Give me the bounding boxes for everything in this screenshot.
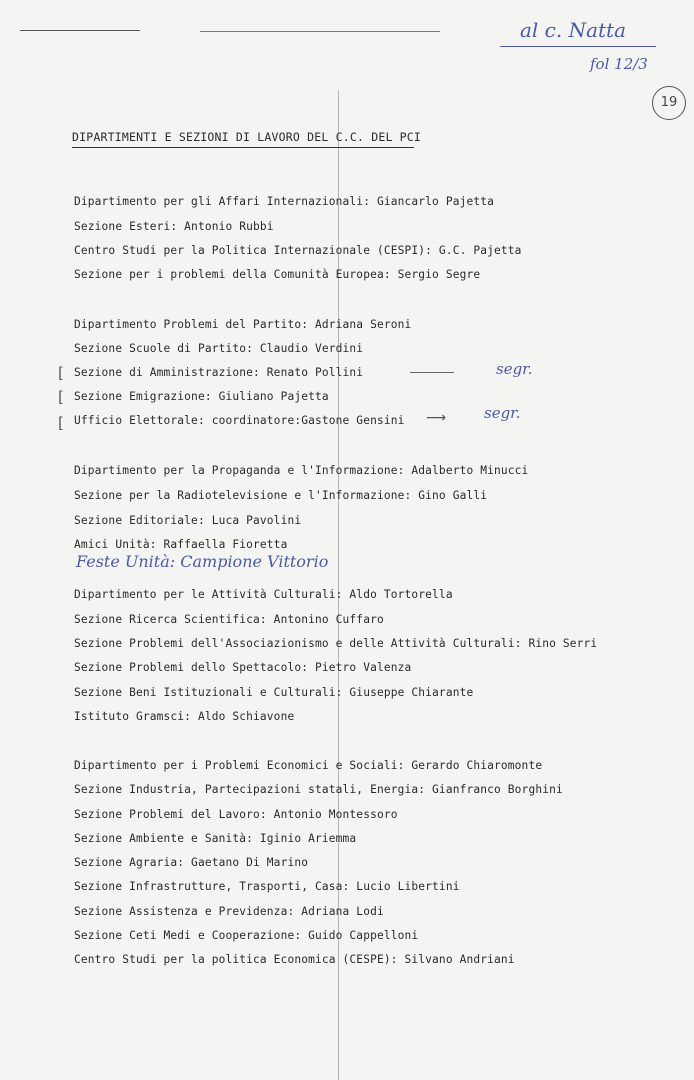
handwritten-segr-note: segr. [496, 360, 533, 378]
title-underline [72, 147, 414, 148]
text-line: Sezione Problemi dello Spettacolo: Pietro Valenza [74, 661, 412, 674]
text-line: Sezione Ambiente e Sanità: Iginio Ariemma [74, 832, 357, 845]
text-line: Sezione Beni Istituzionali e Culturali: Giuseppe Chiarante [74, 686, 474, 699]
text-line: Dipartimento per la Propaganda e l'Informazione: Adalberto Minucci [74, 464, 529, 477]
bracket-mark: [ [58, 364, 64, 382]
handwritten-date-note: fol 12/3 [590, 55, 648, 73]
bracket-mark: [ [58, 388, 64, 406]
text-line: Sezione Problemi dell'Associazionismo e delle Attività Culturali: Rino Serri [74, 637, 598, 650]
arrow-icon: ⟶ [426, 410, 447, 426]
top-rule-left [20, 30, 140, 31]
text-line: Dipartimento per gli Affari Internazionali: Giancarlo Pajetta [74, 195, 495, 208]
text-line: Sezione Ceti Medi e Cooperazione: Guido Cappelloni [74, 929, 419, 942]
text-line: Sezione Ricerca Scientifica: Antonino Cuffaro [74, 613, 384, 626]
text-line: Sezione Emigrazione: Giuliano Pajetta [74, 390, 329, 403]
text-line: Sezione Esteri: Antonio Rubbi [74, 220, 274, 233]
text-line: Sezione Scuole di Partito: Claudio Verdini [74, 342, 364, 355]
text-line: Sezione Industria, Partecipazioni statali, Energia: Gianfranco Borghini [74, 783, 563, 796]
text-line: Dipartimento per i Problemi Economici e Sociali: Gerardo Chiaromonte [74, 759, 543, 772]
text-line: Istituto Gramsci: Aldo Schiavone [74, 710, 295, 723]
text-line: Dipartimento per le Attività Culturali: Aldo Tortorella [74, 588, 453, 601]
top-rule-right [500, 46, 656, 47]
text-line: Sezione Infrastrutture, Trasporti, Casa: Lucio Libertini [74, 880, 460, 893]
text-line: Sezione Agraria: Gaetano Di Marino [74, 856, 309, 869]
handwritten-segr-note: segr. [484, 404, 521, 422]
text-line: Sezione per i problemi della Comunità Europea: Sergio Segre [74, 268, 481, 281]
text-line: Centro Studi per la politica Economica (CESPE): Silvano Andriani [74, 953, 515, 966]
document-title: DIPARTIMENTI E SEZIONI DI LAVORO DEL C.C. DEL PCI [72, 130, 422, 144]
text-line: Dipartimento Problemi del Partito: Adriana Seroni [74, 318, 412, 331]
text-line: Sezione di Amministrazione: Renato Pollini [74, 366, 364, 379]
bracket-mark: [ [58, 414, 64, 432]
text-line: Sezione per la Radiotelevisione e l'Informazione: Gino Galli [74, 489, 488, 502]
text-line: Centro Studi per la Politica Internazionale (CESPI): G.C. Pajetta [74, 244, 522, 257]
text-line: Sezione Editoriale: Luca Pavolini [74, 514, 302, 527]
page-number-circle: 19 [652, 86, 686, 120]
handwritten-recipient-note: al c. Natta [520, 18, 627, 42]
text-line: Sezione Problemi del Lavoro: Antonio Montessoro [74, 808, 398, 821]
handwritten-feste-unita-note: Feste Unità: Campione Vittorio [76, 552, 329, 571]
text-line: Sezione Assistenza e Previdenza: Adriana Lodi [74, 905, 384, 918]
top-rule-mid [200, 31, 440, 32]
text-line: Ufficio Elettorale: coordinatore:Gastone Gensini [74, 414, 405, 427]
annotation-dash [410, 372, 454, 373]
text-line: Amici Unità: Raffaella Fioretta [74, 538, 288, 551]
